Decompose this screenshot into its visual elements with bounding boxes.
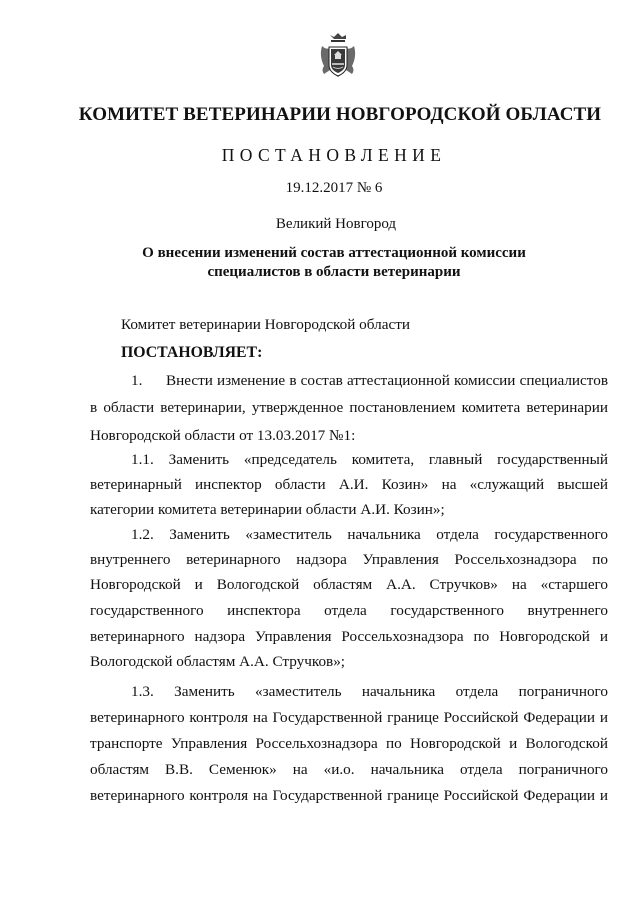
paragraph-1-2-line-4: государственного инспектора отдела государственного внутреннего bbox=[90, 602, 608, 619]
paragraph-1-line-2: в области ветеринарии, утвержденное постановлением комитета ветеринарии bbox=[90, 399, 608, 416]
subject-line-1: О внесении изменений состав аттестационной комиссии bbox=[142, 245, 526, 261]
paragraph-1-3-line-1: 1.3. Заменить «заместитель начальника отдела пограничного bbox=[131, 683, 608, 700]
paragraph-1-line-1: Внести изменение в состав аттестационной комиссии специалистов bbox=[166, 372, 608, 389]
paragraph-1-line-3: Новгородской области от 13.03.2017 №1: bbox=[90, 427, 356, 444]
coat-of-arms-emblem bbox=[316, 30, 360, 82]
document-date-number: 19.12.2017 № 6 bbox=[285, 180, 383, 196]
paragraph-1-1-line-2: ветеринарный инспектор области А.И. Козин» на «служащий высшей bbox=[90, 476, 608, 493]
paragraph-1-3-line-3: транспорте Управления Россельхознадзора по Новгородской и Вологодской bbox=[90, 735, 608, 752]
paragraph-1-2-line-5: ветеринарного надзора Управления Россельхознадзора по Новгородской и bbox=[90, 628, 608, 645]
organization-name: КОМИТЕТ ВЕТЕРИНАРИИ НОВГОРОДСКОЙ ОБЛАСТИ bbox=[78, 104, 602, 125]
document-city: Великий Новгород bbox=[275, 216, 397, 232]
paragraph-1-2-line-3: Новгородской и Вологодской областям А.А. Стручков» на «старшего bbox=[90, 576, 608, 593]
paragraph-1-1-line-3: категории комитета ветеринарии области А.И. Козин»; bbox=[90, 501, 445, 518]
paragraph-1-2-line-2: внутреннего ветеринарного надзора Управления Россельхознадзора по bbox=[90, 551, 608, 568]
preamble-text: Комитет ветеринарии Новгородской области bbox=[121, 316, 410, 333]
paragraph-1-2-line-6: Вологодской областям А.А. Стручков»; bbox=[90, 653, 346, 670]
paragraph-1-number: 1. bbox=[131, 372, 143, 389]
paragraph-1-1-line-1: 1.1. Заменить «председатель комитета, главный государственный bbox=[131, 451, 608, 468]
subject-line-2: специалистов в области ветеринарии bbox=[207, 264, 461, 280]
decree-heading: ПОСТАНОВЛЯЕТ: bbox=[121, 344, 263, 361]
paragraph-1-3-line-4: областям В.В. Семенюк» на «и.о. начальника отдела пограничного bbox=[90, 761, 608, 778]
document-type: ПОСТАНОВЛЕНИЕ bbox=[221, 145, 447, 165]
paragraph-1-2-line-1: 1.2. Заменить «заместитель начальника отдела государственного bbox=[131, 526, 608, 543]
paragraph-1-3-line-2: ветеринарного контроля на Государственной границе Российской Федерации и bbox=[90, 709, 608, 726]
document-subject bbox=[14, 244, 640, 282]
paragraph-1-3-line-5: ветеринарного контроля на Государственной границе Российской Федерации и bbox=[90, 787, 608, 804]
